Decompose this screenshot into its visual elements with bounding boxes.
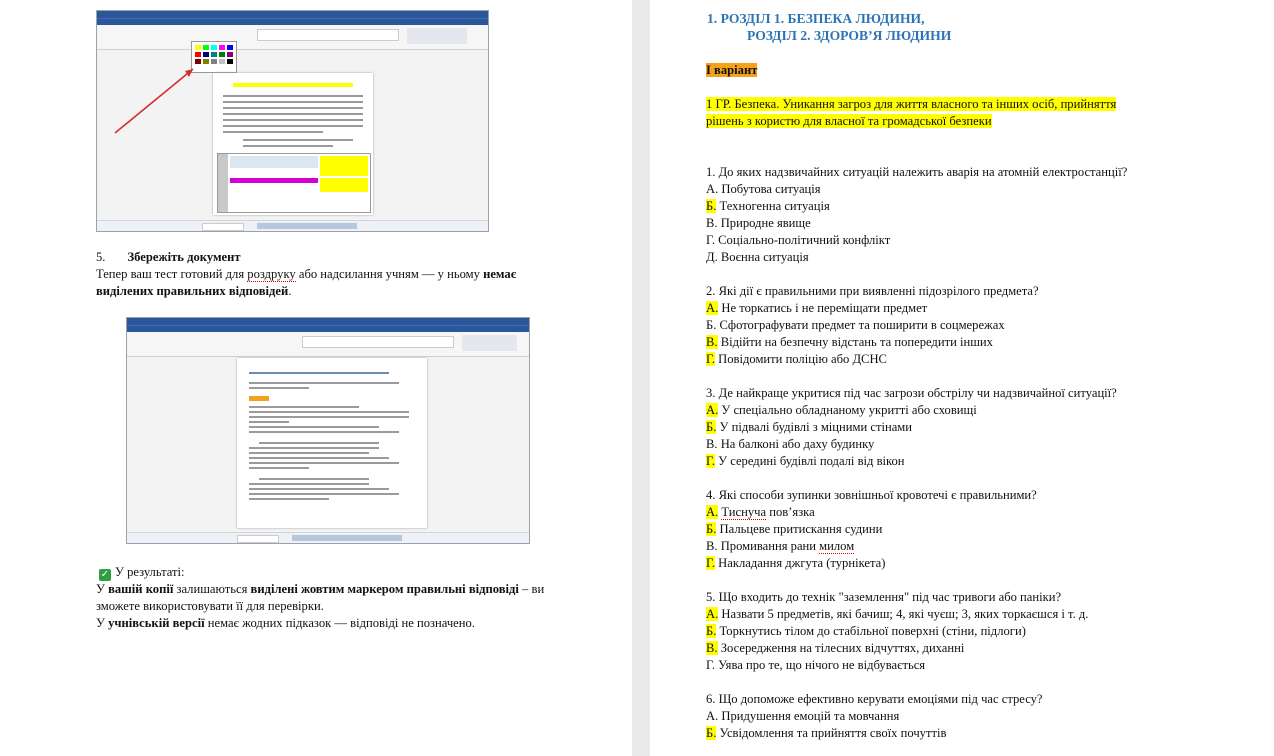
text-span: Б. (706, 522, 717, 536)
answer-1c: В. Природне явище (706, 216, 811, 230)
question-3: 3. Де найкраще укритися під час загрози обстрілу чи надзвичайної ситуації? (706, 386, 1117, 400)
result-heading (99, 564, 185, 581)
question-1: 1. До яких надзвичайних ситуацій належить аварія на атомній електростанції? (706, 165, 1128, 179)
text-span: 1 ГР. Безпека. Уникання загроз для життя власного та інших осіб, прийняття (706, 97, 1117, 111)
text-span: У спеціально обладнаному укритті або сховищі (718, 403, 977, 417)
answer-5a (706, 606, 1088, 623)
answer-5d: Г. Уява про те, що нічого не відбувається (706, 658, 926, 672)
answer-6b (706, 725, 946, 742)
right-page (650, 0, 1274, 756)
text-span: Техногенна ситуація (716, 199, 830, 213)
result-line-1 (96, 581, 544, 598)
text-span: А. (706, 301, 719, 315)
answer-1b (706, 198, 830, 215)
text-span: залишаються (173, 582, 251, 596)
answer-2b: Б. Сфотографувати предмет та поширити в соцмережах (706, 318, 1005, 332)
text-span: . (288, 284, 292, 298)
text-span: Б. (706, 420, 717, 434)
text-span: Тепер ваш тест готовий для (96, 267, 248, 281)
answer-3a (706, 402, 977, 419)
text-span: виділені жовтим маркером правильні відповіді (250, 582, 519, 596)
text-span: І варіант (706, 63, 758, 77)
text-span: Б. (706, 624, 717, 638)
question-2: 2. Які дії є правильними при виявленні підозрілого предмета? (706, 284, 1039, 298)
text-span: пов’язка (766, 505, 815, 519)
answer-6a: А. Придушення емоцій та мовчання (706, 709, 900, 723)
paragraph-line-1 (96, 266, 516, 283)
section-heading-1: 1. РОЗДІЛ 1. БЕЗПЕКА ЛЮДИНИ, (707, 11, 925, 26)
text-span: У (96, 616, 109, 630)
text-span: немає (483, 267, 517, 281)
text-span: У результаті: (115, 565, 185, 579)
text-span: Відійти на безпечну відстань та попередити інших (717, 335, 993, 349)
answer-4b (706, 521, 882, 538)
text-span: Усвідомлення та прийняття своїх почуттів (716, 726, 947, 740)
text-span: Зосередження на тілесних відчуттях, диханні (717, 641, 965, 655)
answer-4d (706, 555, 885, 572)
text-span: милом (819, 539, 855, 553)
step-number: 5. (96, 250, 106, 264)
answer-3d (706, 453, 905, 470)
text-span: Пальцеве притискання судини (716, 522, 883, 536)
text-span: В. Промивання рани (706, 539, 820, 553)
question-6: 6. Що допоможе ефективно керувати емоціями під час стресу? (706, 692, 1043, 706)
text-span: Назвати 5 предметів, які бачиш; 4, які чуєш; 3, яких торкаєшся і т. д. (718, 607, 1089, 621)
step-5 (96, 249, 241, 266)
answer-3b (706, 419, 912, 436)
word-screenshot-1 (96, 10, 489, 232)
question-4: 4. Які способи зупинки зовнішньої кровотечі є правильними? (706, 488, 1037, 502)
text-span: немає жодних підказок — відповіді не позначено. (204, 616, 475, 630)
answer-4c (706, 538, 854, 555)
text-span: Г. (706, 454, 716, 468)
answer-2c (706, 334, 993, 351)
text-span: У підвалі будівлі з міцними стінами (716, 420, 913, 434)
text-span: А. (706, 505, 719, 519)
step-title: Збережіть документ (127, 250, 241, 264)
text-span: В. (706, 641, 718, 655)
text-span: Повідомити поліцію або ДСНС (715, 352, 887, 366)
section-heading-2: РОЗДІЛ 2. ЗДОРОВ’Я ЛЮДИНИ (747, 28, 952, 43)
red-arrow-icon (97, 11, 488, 231)
answer-1d: Г. Соціально-політичний конфлікт (706, 233, 891, 247)
variant-title (706, 62, 757, 79)
question-5: 5. Що входить до технік "заземлення" під час тривоги або паніки? (706, 590, 1062, 604)
answer-3c: В. На балконі або даху будинку (706, 437, 875, 451)
text-span: Не торкатись і не переміщати предмет (718, 301, 928, 315)
text-span: Б. (706, 199, 717, 213)
result-line-3 (96, 615, 475, 632)
text-span: У середині будівлі подалі від вікон (715, 454, 905, 468)
text-span: або надсилання учням — у ньому (295, 267, 484, 281)
check-mark-icon: ✓ (100, 569, 110, 580)
text-span: Накладання джгута (турнікета) (715, 556, 886, 570)
text-span: Б. (706, 726, 717, 740)
left-page (0, 0, 632, 756)
text-span: Тиснуча (721, 505, 767, 519)
word-screenshot-2 (126, 317, 530, 544)
text-span: Г. (706, 556, 716, 570)
answer-4a (706, 504, 815, 521)
text-span: вашій копії (108, 582, 174, 596)
text-span: – ви (518, 582, 545, 596)
group-line-2 (706, 113, 992, 130)
answer-5b (706, 623, 1026, 640)
text-span: А. (706, 403, 719, 417)
paragraph-line-2 (96, 283, 291, 300)
text-span: виділених правильних відповідей (96, 284, 289, 298)
text-span: Г. (706, 352, 716, 366)
answer-1e: Д. Воєнна ситуація (706, 250, 809, 264)
answer-1a: А. Побутова ситуація (706, 182, 821, 196)
text-span: учнівській версії (108, 616, 205, 630)
text-span: У (96, 582, 109, 596)
result-line-2: зможете використовувати її для перевірки. (96, 599, 324, 613)
text-span: В. (706, 335, 718, 349)
text-span: рішень з користю для власної та громадської безпеки (706, 114, 992, 128)
answer-5c (706, 640, 964, 657)
text-span: Торкнутись тілом до стабільної поверхні (стіни, підлоги) (716, 624, 1026, 638)
text-span: А. (706, 607, 719, 621)
text-span: роздруку (247, 267, 296, 281)
answer-2d (706, 351, 887, 368)
group-line-1 (706, 96, 1116, 113)
answer-2a (706, 300, 927, 317)
